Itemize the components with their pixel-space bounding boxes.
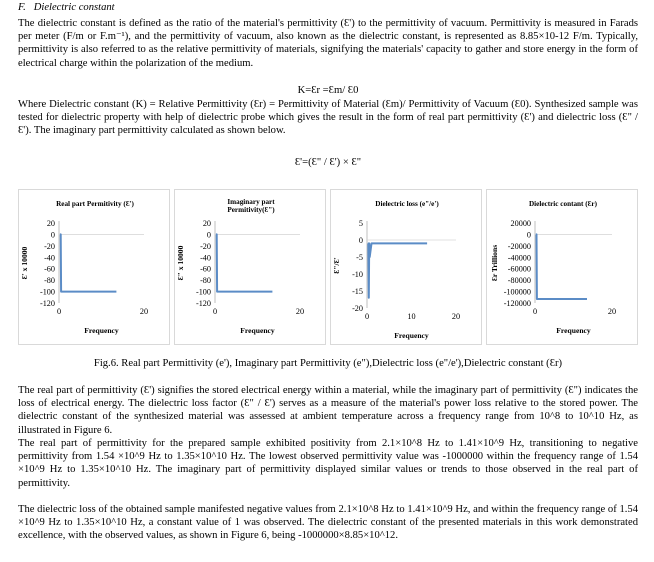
x-axis-label: Frequency bbox=[84, 326, 119, 335]
x-tick-label: 0 bbox=[532, 307, 538, 316]
y-tick-label: 20000 bbox=[510, 219, 531, 228]
y-tick-label: -120 bbox=[39, 299, 55, 308]
x-tick-label: 0 bbox=[56, 307, 62, 316]
y-tick-label: -80 bbox=[200, 276, 211, 286]
section-title: Dielectric constant bbox=[33, 2, 115, 13]
chart-dielectric-loss-svg bbox=[331, 190, 483, 346]
series-line bbox=[216, 234, 273, 291]
paragraph-real-part-results: The real part of permittivity for the prepared sample exhibited positivity from 2.1×10^8 Hz to 1.41×10^9 Hz, transitioning to negative permittivity from 1.54 ×10^9 Hz to 1.35×10^10 Hz. The lowest observed permittivity value was -1000000 within the frequency range of 1.54 ×10^9 Hz to 1.35×10^10 Hz. The imaginary part of permittivity displayed similar values or trends to those observed in the real part of permittivity. bbox=[18, 438, 638, 489]
y-tick-label: 20 bbox=[202, 219, 211, 228]
y-tick-label: -80000 bbox=[507, 276, 531, 286]
chart-real-permittivity-svg bbox=[19, 190, 171, 346]
y-tick-label: -5 bbox=[356, 253, 363, 262]
chart-title: Dielectric loss (e"/e') bbox=[375, 200, 439, 208]
chart-title: Permitivity(Ɛ") bbox=[227, 206, 275, 214]
y-tick-label: -80 bbox=[44, 276, 55, 286]
equation-imaginary: Ɛ'=(Ɛ" / Ɛ') × Ɛ" bbox=[294, 157, 362, 168]
section-label: F. bbox=[18, 2, 26, 13]
y-tick-label: -40 bbox=[200, 253, 211, 263]
y-tick-label: -20 bbox=[352, 304, 363, 313]
figure-6-charts bbox=[18, 189, 642, 345]
x-tick-label: 20 bbox=[451, 312, 461, 321]
chart-dielectric-constant-svg bbox=[487, 190, 639, 346]
y-axis-label: Ɛ"/Ɛ' bbox=[332, 257, 341, 274]
y-tick-label: -100000 bbox=[503, 287, 531, 297]
x-axis-label: Frequency bbox=[240, 326, 275, 335]
equation-dielectric-constant: K=Ɛr =Ɛm/ Ɛ0 bbox=[297, 85, 359, 96]
chart-title: Imaginary part bbox=[227, 198, 275, 206]
series-line bbox=[60, 234, 117, 291]
y-tick-label: -60 bbox=[44, 264, 55, 274]
chart-real-permittivity bbox=[18, 189, 170, 345]
y-tick-label: 20 bbox=[46, 219, 55, 228]
chart-dielectric-constant bbox=[486, 189, 638, 345]
figure-caption: Fig.6. Real part Permittivity (e'), Imaginary part Permittivity (e"),Dielectric loss (e"/e'),Dielectric constant (Ɛr) bbox=[93, 358, 563, 369]
y-tick-label: 0 bbox=[50, 230, 55, 240]
series-line bbox=[368, 243, 427, 297]
y-tick-label: -100 bbox=[195, 287, 211, 297]
x-tick-label: 20 bbox=[139, 307, 149, 316]
chart-title: Dielectric contant (Ɛr) bbox=[528, 200, 598, 208]
y-tick-label: -20 bbox=[44, 241, 55, 251]
y-axis-label: Ɛ" x 10000 bbox=[176, 245, 185, 281]
x-axis-label: Frequency bbox=[556, 326, 591, 335]
series-line bbox=[536, 234, 587, 299]
section-heading bbox=[18, 2, 115, 13]
paragraph-where: Where Dielectric constant (K) = Relative Permittivity (Ɛr) = Permittivity of Material (Ɛm)/ Permittivity of Vacuum (Ɛ0). Synthesized sample was tested for dielectric property with help of dielectric probe which gives the result in the form of real part permittivity (Ɛ') and dielectric loss (Ɛ" / Ɛ'). The imaginary part permittivity calculated as shown below. bbox=[18, 99, 638, 137]
x-axis-label: Frequency bbox=[394, 331, 429, 340]
chart-dielectric-loss bbox=[330, 189, 482, 345]
x-tick-label: 0 bbox=[212, 307, 218, 316]
y-tick-label: -60000 bbox=[507, 264, 531, 274]
y-tick-label: -120 bbox=[195, 299, 211, 308]
y-tick-label: -15 bbox=[352, 287, 363, 296]
paragraph-dielectric-loss-results: The dielectric loss of the obtained sample manifested negative values from 2.1×10^8 Hz to 1.41×10^9 Hz, and within the frequency range of 1.54 ×10^9 Hz to 1.35×10^10 Hz, a constant value of 1 was observed. The dielectric constant of the presented materials in this work demonstrated excellence, with the observed values, as shown in Figure 6, being -1000000×8.85×10^12. bbox=[18, 504, 638, 542]
y-tick-label: -120000 bbox=[503, 299, 531, 308]
chart-title: Real part Permitivity (Ɛ') bbox=[56, 200, 134, 208]
x-tick-label: 20 bbox=[295, 307, 305, 316]
y-tick-label: 5 bbox=[358, 219, 363, 228]
y-tick-label: 0 bbox=[526, 230, 531, 240]
y-axis-label: Ɛr Trillions bbox=[490, 244, 499, 282]
paragraph-definition: The dielectric constant is defined as the ratio of the material's permittivity (Ɛ') to the permittivity of vacuum. Permittivity is measured in Farads per meter (F/m or F.m⁻¹), and the permittivity of vacuum, also known as the dielectric constant, is represented as 8.85×10-12 F/m. Typically, permittivity is also referred to as the relative permittivity of materials, signifying the materials' capacity to gather and store energy in the form of electrical charge within the polarization of the medium. bbox=[18, 18, 638, 69]
x-tick-label: 0 bbox=[364, 312, 370, 321]
y-tick-label: -10 bbox=[352, 270, 363, 279]
y-tick-label: -60 bbox=[200, 264, 211, 274]
y-tick-label: -20 bbox=[200, 241, 211, 251]
paragraph-real-imaginary: The real part of permittivity (Ɛ') signifies the stored electrical energy within a material, while the imaginary part of permittivity (Ɛ") indicates the loss of electrical energy. The dielectric loss factor (Ɛ" / Ɛ') serves as a measure of the material's power loss relative to the stored power. The dielectric constant of the synthesized material was assessed at ambient temperature across a frequency range from 10^8 to 10^10 Hz, as illustrated in Figure 6. bbox=[18, 385, 638, 436]
x-tick-label: 10 bbox=[407, 312, 416, 321]
x-tick-label: 20 bbox=[607, 307, 617, 316]
chart-imaginary-permittivity bbox=[174, 189, 326, 345]
y-tick-label: 0 bbox=[206, 230, 211, 240]
chart-imaginary-permittivity-svg bbox=[175, 190, 327, 346]
y-axis-label: Ɛ' x 10000 bbox=[20, 246, 29, 280]
y-tick-label: -20000 bbox=[507, 241, 531, 251]
y-tick-label: -40 bbox=[44, 253, 55, 263]
y-tick-label: -40000 bbox=[507, 253, 531, 263]
y-tick-label: -100 bbox=[39, 287, 55, 297]
y-tick-label: 0 bbox=[358, 236, 363, 245]
